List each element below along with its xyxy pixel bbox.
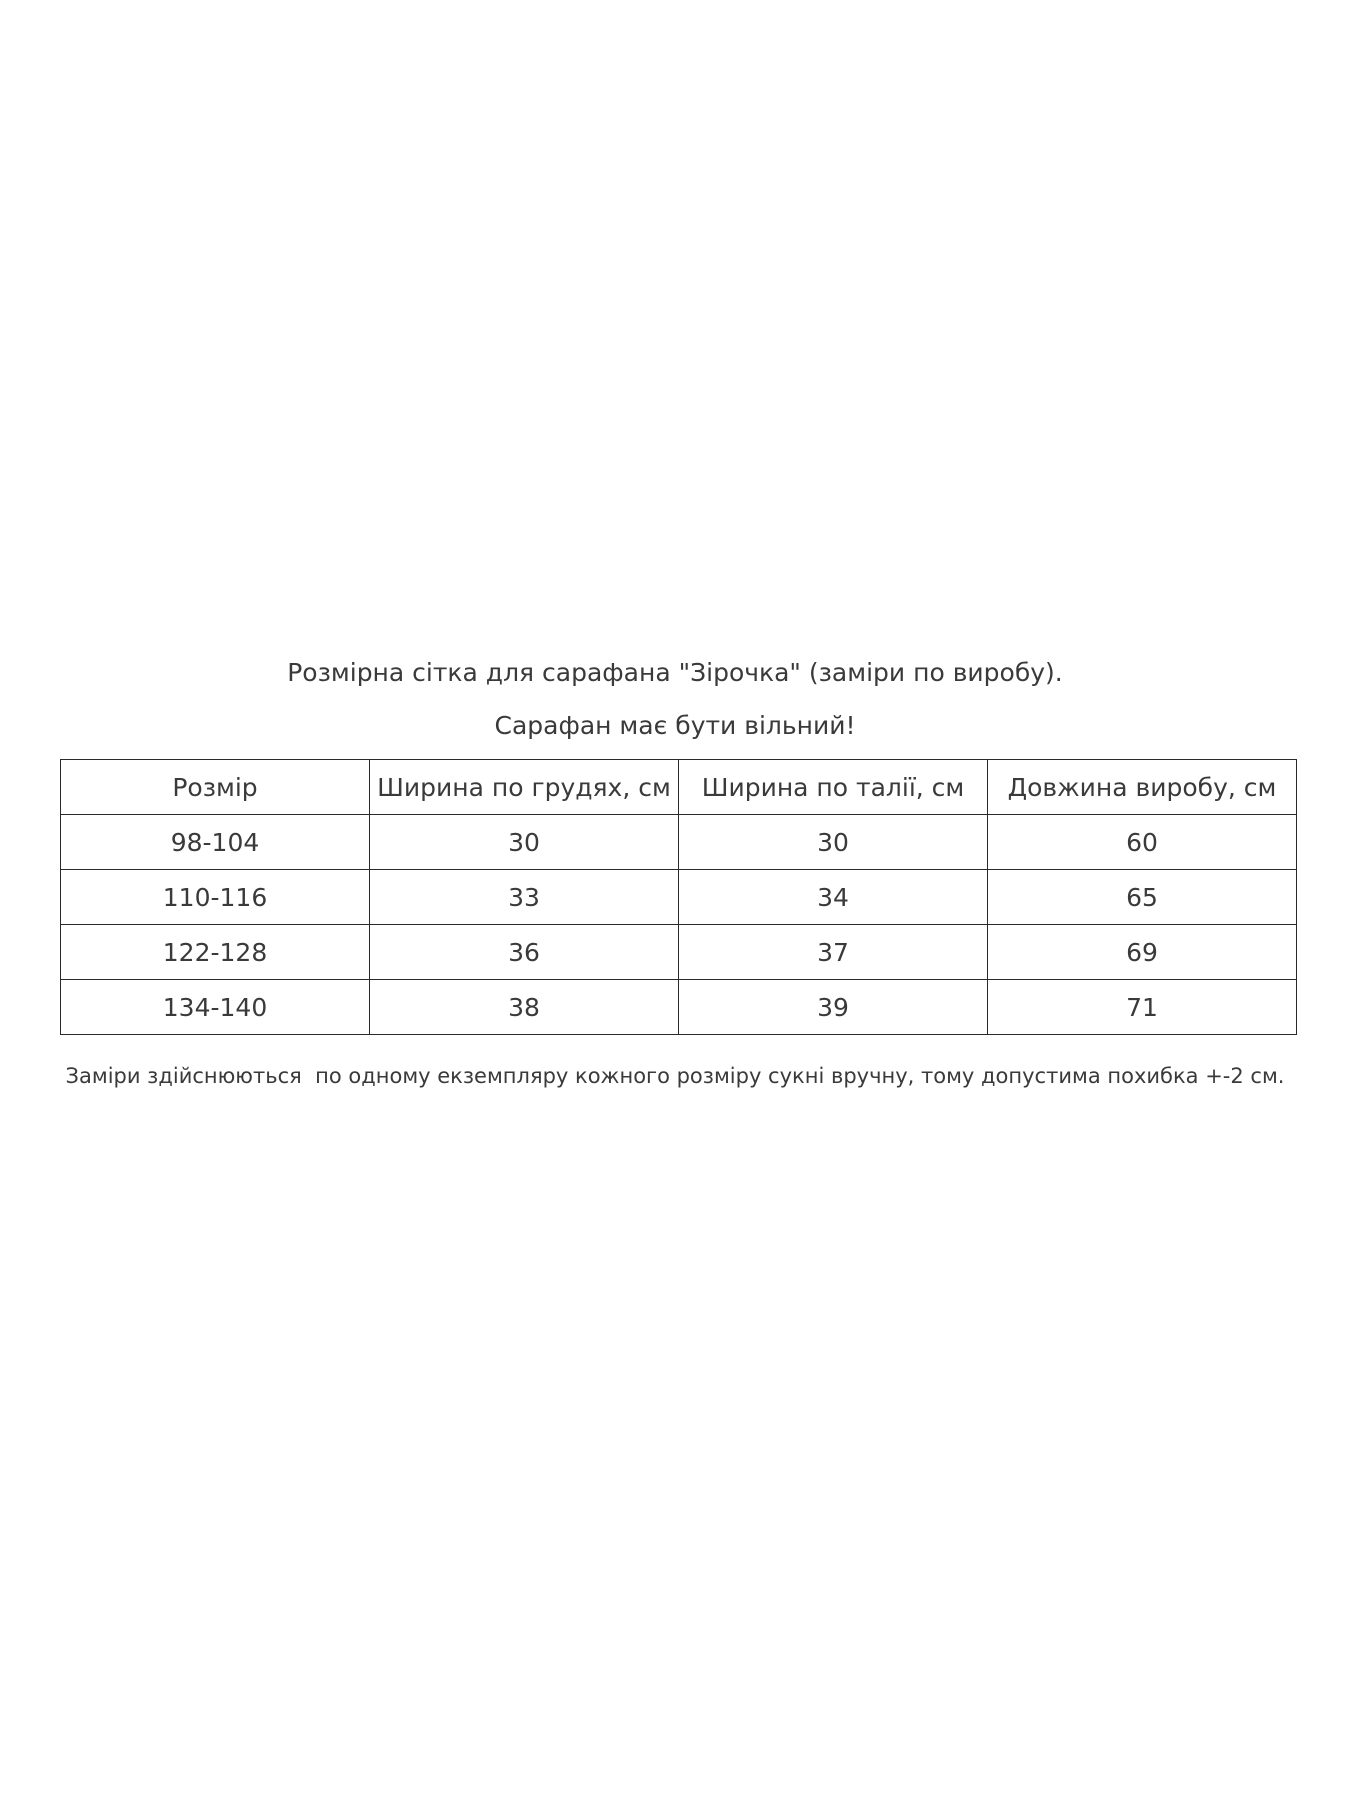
header-waist-width: Ширина по талії, см: [679, 760, 988, 815]
header-size: Розмір: [61, 760, 370, 815]
cell-chest-width: 33: [370, 870, 679, 925]
cell-size: 110-116: [61, 870, 370, 925]
size-chart-table: [60, 759, 1297, 1035]
cell-chest-width: 38: [370, 980, 679, 1035]
cell-size: 98-104: [61, 815, 370, 870]
table-row: [61, 980, 1297, 1035]
header-length: Довжина виробу, см: [988, 760, 1297, 815]
table-row: [61, 870, 1297, 925]
cell-length: 60: [988, 815, 1297, 870]
cell-waist-width: 34: [679, 870, 988, 925]
table-header-row: [61, 760, 1297, 815]
measurement-note: Заміри здійснюються по одному екземпляру кожного розміру сукні вручну, тому допустима похибка +-2 см.: [65, 1064, 1285, 1088]
page-title: Розмірна сітка для сарафана "Зірочка" (заміри по виробу).: [287, 658, 1063, 687]
cell-size: 122-128: [61, 925, 370, 980]
table-row: [61, 925, 1297, 980]
header-chest-width: Ширина по грудях, см: [370, 760, 679, 815]
cell-length: 69: [988, 925, 1297, 980]
cell-waist-width: 30: [679, 815, 988, 870]
cell-length: 71: [988, 980, 1297, 1035]
cell-waist-width: 37: [679, 925, 988, 980]
cell-chest-width: 30: [370, 815, 679, 870]
page-subtitle: Сарафан має бути вільний!: [494, 711, 856, 740]
cell-chest-width: 36: [370, 925, 679, 980]
table-row: [61, 815, 1297, 870]
cell-size: 134-140: [61, 980, 370, 1035]
cell-length: 65: [988, 870, 1297, 925]
cell-waist-width: 39: [679, 980, 988, 1035]
